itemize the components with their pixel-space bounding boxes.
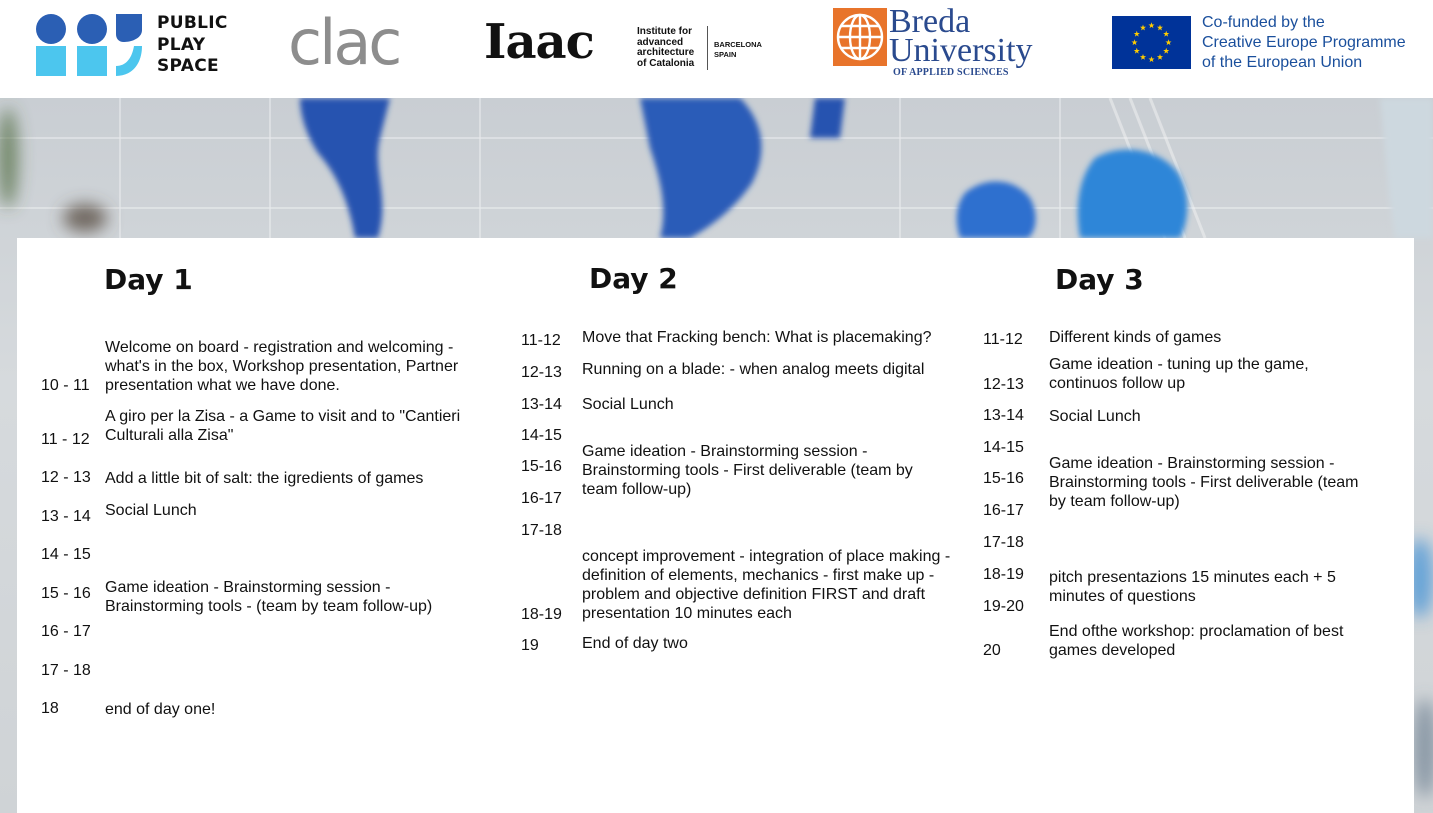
day-3-title: Day 3 xyxy=(1055,263,1144,296)
day-3-time: 13-14 xyxy=(983,407,1024,424)
day-2-time: 14-15 xyxy=(521,427,562,444)
iaac-logo-city: BARCELONA SPAIN xyxy=(714,40,762,59)
workshop-schedule xyxy=(17,238,1414,813)
breda-university-globe-icon xyxy=(833,8,887,66)
day-1-time: 15 - 16 xyxy=(41,585,91,602)
day-1-time: 16 - 17 xyxy=(41,623,91,640)
day-3-activity: Social Lunch xyxy=(1049,408,1141,425)
day-2-time: 12-13 xyxy=(521,364,562,381)
day-2-activity: Game ideation - Brainstorming session - Brainstorming tools - First deliverable (team by team follow-up) xyxy=(582,443,913,498)
day-3-time: 20 xyxy=(983,642,1001,659)
breda-logo-line3: OF APPLIED SCIENCES xyxy=(893,67,1009,78)
day-3-time: 15-16 xyxy=(983,470,1024,487)
public-play-space-logo-mark xyxy=(34,12,146,78)
day-1-time: 17 - 18 xyxy=(41,662,91,679)
day-3-activity: Game ideation - Brainstorming session - Brainstorming tools - First deliverable (team by team follow-up) xyxy=(1049,455,1359,510)
day-2-time: 16-17 xyxy=(521,490,562,507)
day-3-time: 17-18 xyxy=(983,534,1024,551)
day-1-title: Day 1 xyxy=(104,263,193,296)
breda-logo-line1: Breda xyxy=(889,3,971,40)
day-3-activity: End ofthe workshop: proclamation of best games developed xyxy=(1049,623,1344,659)
day-1-time: 11 - 12 xyxy=(41,431,90,448)
public-play-space-logo-text: PUBLIC PLAY SPACE xyxy=(157,13,228,76)
day-2-time: 19 xyxy=(521,637,539,654)
day-2-activity: Running on a blade: - when analog meets digital xyxy=(582,361,925,378)
day-1-activity: Game ideation - Brainstorming session - Brainstorming tools - (team by team follow-up) xyxy=(105,579,433,615)
day-2-activity: concept improvement - integration of place making - definition of elements, mechanics - first make up - problem and objective definition FIRST and draft presentation 10 minutes each xyxy=(582,548,951,622)
clac-logo: clac xyxy=(288,6,400,79)
day-3-activity: Different kinds of games xyxy=(1049,329,1222,346)
day-2-time: 18-19 xyxy=(521,606,562,623)
day-2-time: 13-14 xyxy=(521,396,562,413)
breda-logo-line2: University xyxy=(889,32,1033,69)
day-3-time: 18-19 xyxy=(983,566,1024,583)
day-2-time: 17-18 xyxy=(521,522,562,539)
day-1-time: 13 - 14 xyxy=(41,508,91,525)
day-2-time: 11-12 xyxy=(521,332,561,349)
partner-logo-bar xyxy=(0,0,1433,98)
eu-cofunding-text: Co-funded by the Creative Europe Programme of the European Union xyxy=(1202,14,1406,71)
day-2-activity: Move that Fracking bench: What is placemaking? xyxy=(582,329,932,346)
day-3-activity: Game ideation - tuning up the game, continuos follow up xyxy=(1049,356,1309,392)
day-2-activity: Social Lunch xyxy=(582,396,674,413)
day-3-time: 14-15 xyxy=(983,439,1024,456)
iaac-logo-wordmark: Iaac xyxy=(484,14,594,70)
day-3-time: 16-17 xyxy=(983,502,1024,519)
day-3-activity: pitch presentazions 15 minutes each + 5 minutes of questions xyxy=(1049,569,1336,605)
iaac-logo-subtitle: Institute for advanced architecture of Catalonia xyxy=(637,26,695,69)
day-1-activity: A giro per la Zisa - a Game to visit and to "Cantieri Culturali alla Zisa" xyxy=(105,408,461,444)
eu-flag-icon xyxy=(1112,16,1191,69)
day-1-time: 18 xyxy=(41,700,59,717)
day-1-activity: end of day one! xyxy=(105,701,216,718)
iaac-logo-divider xyxy=(707,26,708,70)
day-2-title: Day 2 xyxy=(589,262,678,295)
day-2-time: 15-16 xyxy=(521,458,562,475)
day-2-activity: End of day two xyxy=(582,635,688,652)
day-1-time: 10 - 11 xyxy=(41,377,90,394)
day-3-time: 19-20 xyxy=(983,598,1024,615)
day-3-time: 11-12 xyxy=(983,331,1023,348)
day-1-activity: Welcome on board - registration and welcoming - what's in the box, Workshop presentation, Partner presentation what we have done. xyxy=(105,339,459,394)
day-1-time: 14 - 15 xyxy=(41,546,91,563)
day-3-time: 12-13 xyxy=(983,376,1024,393)
day-1-activity: Add a little bit of salt: the igredients of games xyxy=(105,470,424,487)
day-1-activity: Social Lunch xyxy=(105,502,197,519)
day-1-time: 12 - 13 xyxy=(41,469,91,486)
